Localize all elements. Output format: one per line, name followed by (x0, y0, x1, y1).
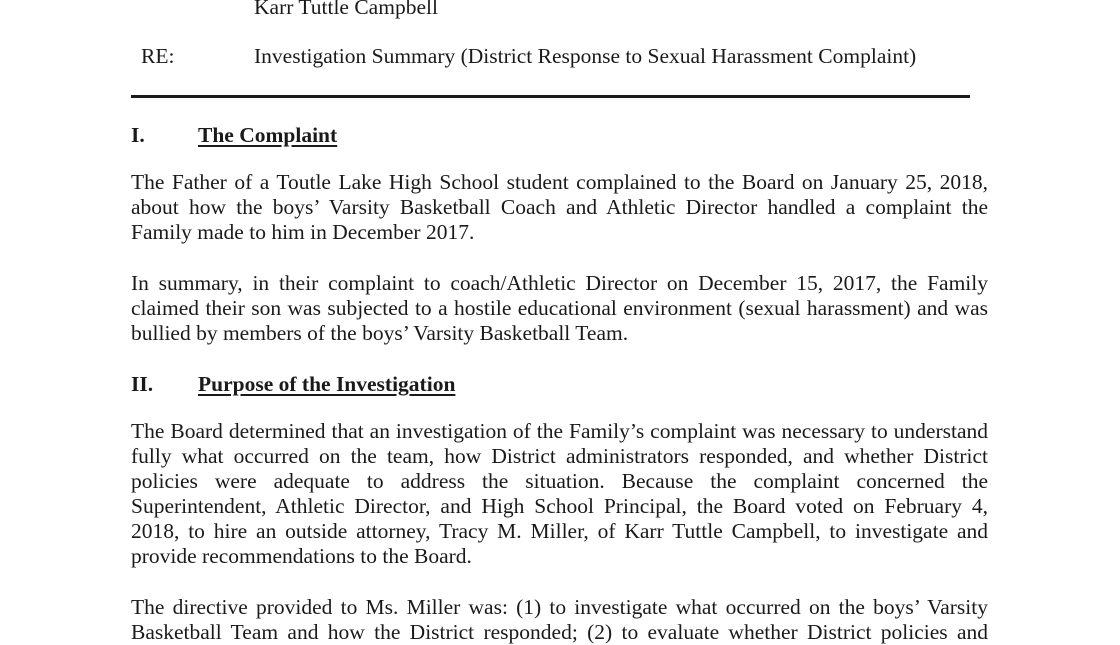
paragraph-line: Family made to him in December 2017. (131, 220, 475, 244)
section-title: The Complaint (198, 123, 338, 147)
paragraph-line: 2018, to hire an outside attorney, Tracy M. Miller, of Karr Tuttle Campbell, to investigate and (131, 519, 988, 543)
section-title: Purpose of the Investigation (198, 372, 456, 396)
paragraph-line: Basketball Team and how the District responded; (2) to evaluate whether District policies and (131, 620, 988, 644)
header-divider (131, 95, 970, 98)
paragraph (131, 419, 988, 569)
paragraph-line: fully what occurred on the team, how District administrators responded, and whether District (131, 444, 988, 468)
paragraph-line: The directive provided to Ms. Miller was: (1) to investigate what occurred on the boys’ Varsity (131, 595, 988, 619)
paragraph (131, 271, 988, 346)
paragraph-line: bullied by members of the boys’ Varsity Basketball Team. (131, 321, 629, 345)
paragraph-line: claimed their son was subjected to a hostile educational environment (sexual harassment) and was (131, 296, 988, 320)
memo-from-line: Karr Tuttle Campbell (254, 0, 438, 19)
paragraph-line: Superintendent, Athletic Director, and High School Principal, the Board voted on February 4, (131, 494, 988, 518)
paragraph-line: The Father of a Toutle Lake High School student complained to the Board on January 25, 2018, (131, 170, 988, 194)
memo-re-label: RE: (141, 44, 175, 68)
section-number: II. (131, 372, 154, 396)
section-number: I. (131, 123, 145, 147)
paragraph (131, 595, 988, 645)
paragraph-line: The Board determined that an investigation of the Family’s complaint was necessary to understand (131, 419, 988, 443)
paragraph-line: In summary, in their complaint to coach/Athletic Director on December 15, 2017, the Family (131, 271, 988, 295)
paragraph-line: about how the boys’ Varsity Basketball Coach and Athletic Director handled a complaint the (131, 195, 988, 219)
paragraph (131, 170, 988, 245)
paragraph-line: policies were adequate to address the situation. Because the complaint concerned the (131, 469, 988, 493)
paragraph-line: provide recommendations to the Board. (131, 544, 472, 568)
memo-re-subject: Investigation Summary (District Response to Sexual Harassment Complaint) (254, 44, 917, 68)
